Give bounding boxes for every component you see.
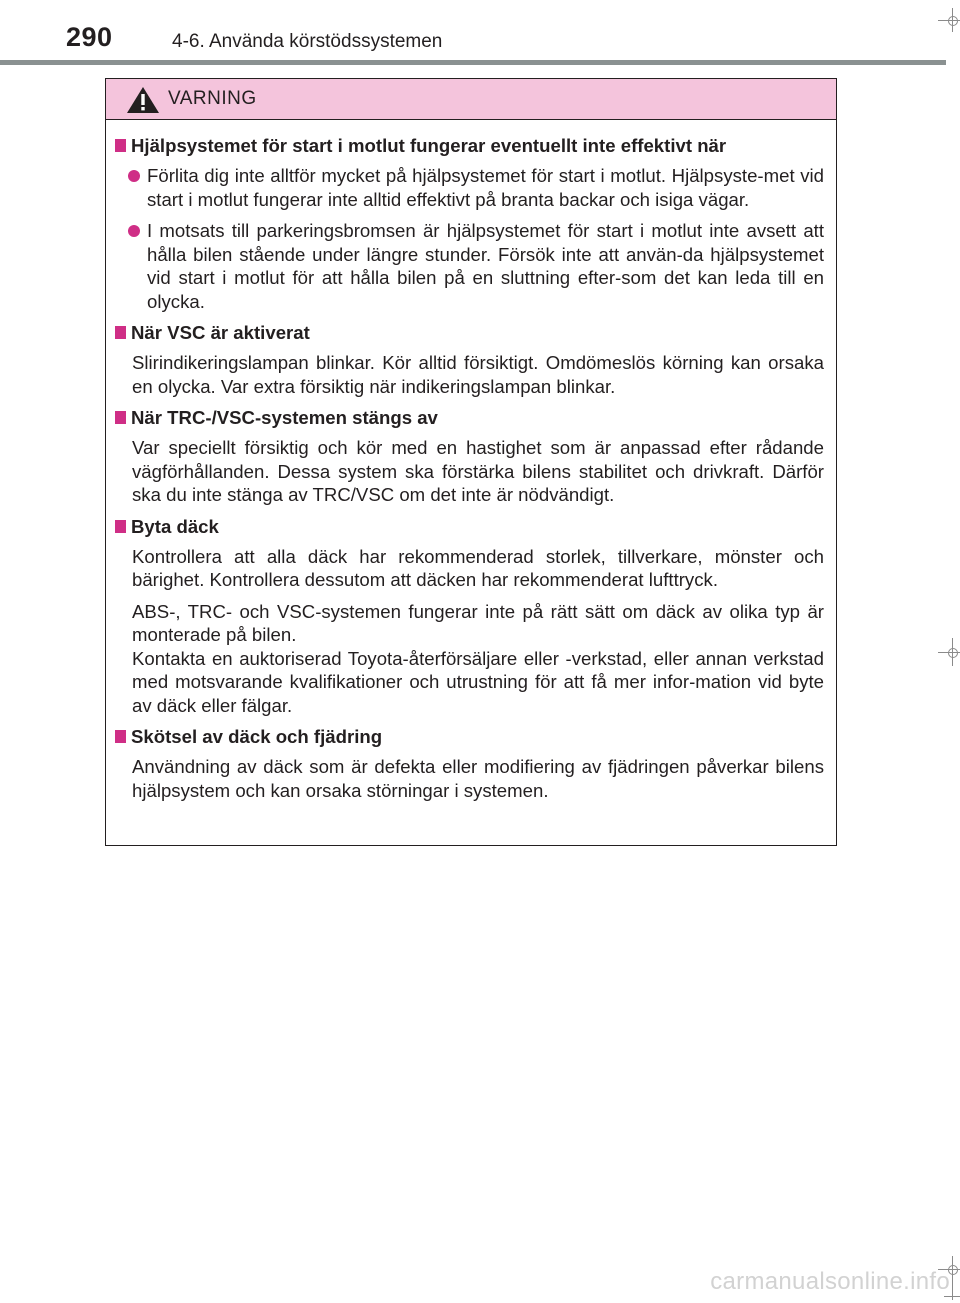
crop-mark-middle-right xyxy=(938,638,960,666)
warning-header xyxy=(106,79,836,120)
page-header xyxy=(0,0,960,70)
warning-triangle-icon xyxy=(126,86,160,114)
warning-box xyxy=(105,78,837,846)
paragraph: ABS-, TRC- och VSC-systemen fungerar inte på rätt sätt om däck av olika typ är monterade på bilen. xyxy=(132,600,824,645)
square-bullet-icon xyxy=(115,520,126,533)
section-heading: Hjälpsystemet för start i motlut fungerar eventuellt inte effektivt när xyxy=(114,134,824,158)
header-rule xyxy=(0,60,946,65)
warning-body xyxy=(106,120,836,802)
paragraph: Var speciellt försiktig och kör med en hastighet som är anpassad efter rådande vägförhållanden. Dessa system ska förstärka bilens stabilitet och drivkraft. Därför ska du inte stänga av TRC/VSC om det inte är nödvändigt. xyxy=(132,437,824,505)
square-bullet-icon xyxy=(115,139,126,152)
section-heading: När TRC-/VSC-systemen stängs av xyxy=(114,406,824,430)
square-bullet-icon xyxy=(115,326,126,339)
section-heading: När VSC är aktiverat xyxy=(114,321,824,345)
page-number: 290 xyxy=(66,22,113,52)
square-bullet-icon xyxy=(115,411,126,424)
section-heading: Skötsel av däck och fjädring xyxy=(114,725,824,749)
section-title: 4-6. Använda körstödssystemen xyxy=(172,31,443,52)
paragraph: Användning av däck som är defekta eller modifiering av fjädringen påverkar bilens hjälpsystem och kan orsaka störningar i systemen. xyxy=(132,756,824,801)
paragraph: Kontrollera att alla däck har rekommenderad storlek, tillverkare, mönster och bärighet. Kontrollera dessutom att däcken har rekommenderat lufttryck. xyxy=(132,545,824,590)
watermark: carmanualsonline.info xyxy=(710,1268,950,1295)
square-bullet-icon xyxy=(115,730,126,743)
warning-label: VARNING xyxy=(168,88,257,109)
paragraph: Slirindikeringslampan blinkar. Kör alltid försiktigt. Omdömeslös körning kan orsaka en olycka. Var extra försiktig när indikeringslampan blinkar. xyxy=(132,352,824,397)
bullet-item: I motsats till parkeringsbromsen är hjälpsystemet för start i motlut inte avsett att hålla bilen stående under längre stunder. Försök inte att använ-da hjälpsystemet vid start i motlut för att hålla bilen på en sluttning efter-som det kan leda till en olycka. xyxy=(126,219,824,313)
crop-mark-top-right xyxy=(938,8,960,32)
circle-bullet-icon xyxy=(128,170,140,182)
circle-bullet-icon xyxy=(128,225,140,237)
section-heading: Byta däck xyxy=(114,515,824,539)
paragraph: Kontakta en auktoriserad Toyota-återförsäljare eller -verkstad, eller annan verkstad med motsvarande kvalifikationer och utrustning för att få mer infor-mation vid byte av däck eller fälgar. xyxy=(132,647,824,716)
bullet-item: Förlita dig inte alltför mycket på hjälpsystemet för start i motlut. Hjälpsyste-met vid start i motlut fungerar inte alltid effektivt på branta backar och isiga vägar. xyxy=(126,164,824,211)
